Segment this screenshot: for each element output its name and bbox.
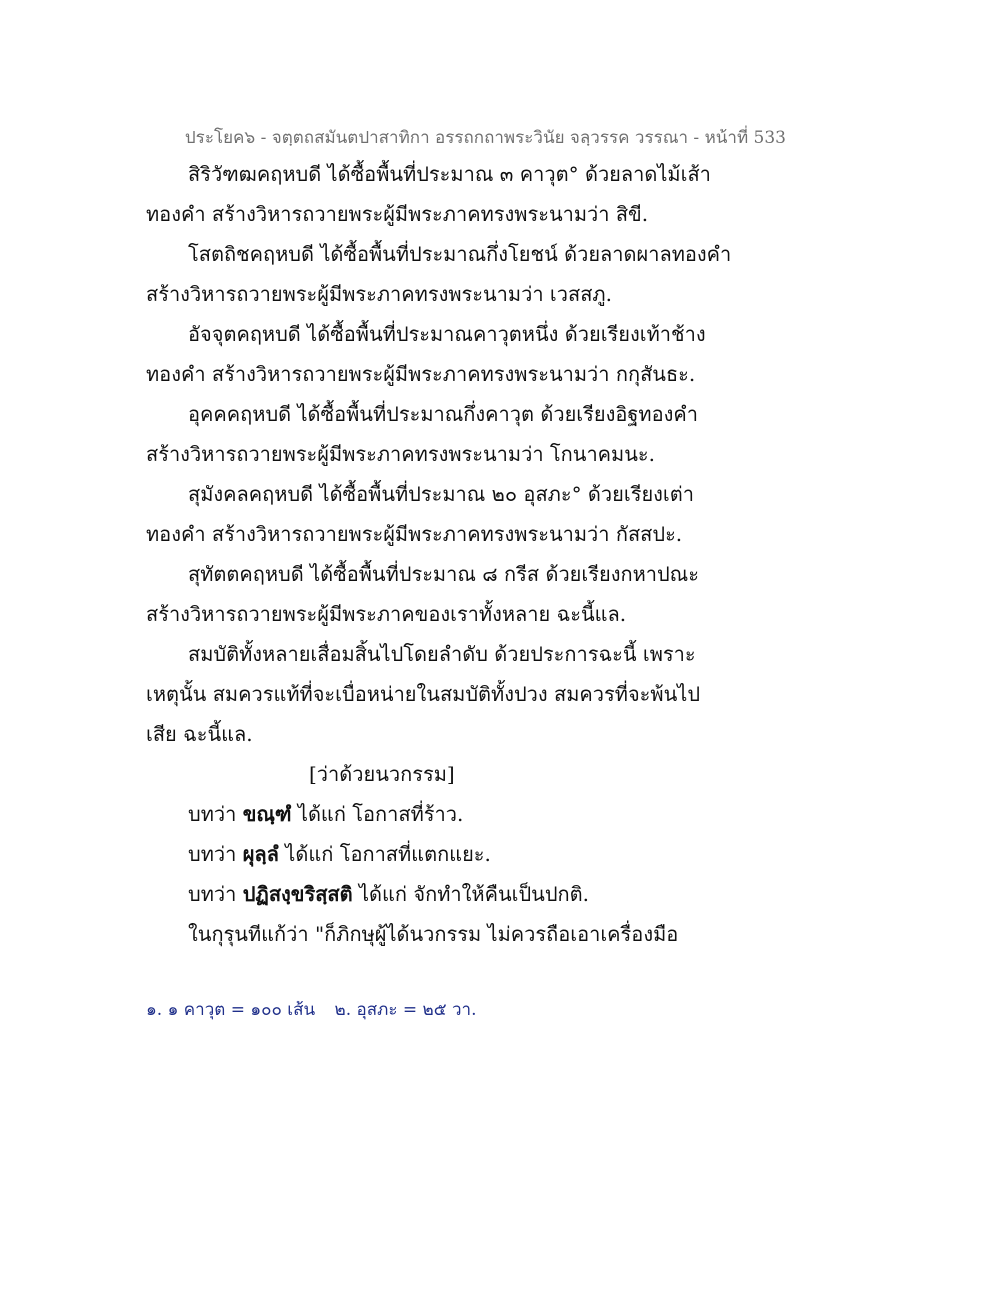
paragraph-line: โสตถิชคฤหบดี ได้ซื้อพื้นที่ประมาณกึ่งโยชน์ ด้วยลาดผาลทองคำ: [188, 242, 732, 266]
definition-term: ผุลฺลํ: [242, 842, 279, 866]
paragraph-line: อุคคคฤหบดี ได้ซื้อพื้นที่ประมาณกึ่งคาวุต ด้วยเรียงอิฐทองคำ: [188, 402, 698, 426]
paragraph-line: สร้างวิหารถวายพระผู้มีพระภาคทรงพระนามว่า โกนาคมนะ.: [146, 442, 656, 466]
definition-line: [146, 874, 706, 914]
paragraph-line: ทองคำ สร้างวิหารถวายพระผู้มีพระภาคทรงพระนามว่า สิขี.: [146, 202, 649, 226]
footnote: [146, 996, 490, 1023]
definition-line: [146, 794, 706, 834]
paragraph-line: สร้างวิหารถวายพระผู้มีพระภาคทรงพระนามว่า เวสสภู.: [146, 282, 612, 306]
page-header: ประโยค๖ - จตฺตถสมันตปาสาทิกา อรรถกถาพระวินัย จลฺวรรค วรรณา - หน้าที่ 533: [184, 128, 786, 148]
paragraph-line: เหตุนั้น สมควรแท้ที่จะเบื่อหน่ายในสมบัติทั้งปวง สมควรที่จะพ้นไป: [146, 682, 701, 706]
paragraph-line: ทองคำ สร้างวิหารถวายพระผู้มีพระภาคทรงพระนามว่า กกุสันธะ.: [146, 362, 696, 386]
definition-line: [146, 834, 706, 874]
definition-prefix: บทว่า: [188, 802, 243, 826]
paragraph-line: อัจจุตคฤหบดี ได้ซื้อพื้นที่ประมาณคาวุตหนึ่ง ด้วยเรียงเท้าช้าง: [188, 322, 706, 346]
body-text: [146, 154, 732, 954]
paragraph-line: สร้างวิหารถวายพระผู้มีพระภาคของเราทั้งหลาย ฉะนี้แล.: [146, 602, 627, 626]
paragraph-line: สุทัตตคฤหบดี ได้ซื้อพื้นที่ประมาณ ๘ กรีส ด้วยเรียงกหาปณะ: [188, 562, 699, 586]
paragraph-line: ในกุรุนทีแก้ว่า "ก็ภิกษุผู้ได้นวกรรม ไม่ควรถือเอาเครื่องมือ: [188, 922, 679, 946]
definition-prefix: บทว่า: [188, 882, 243, 906]
section-heading: [ว่าด้วยนวกรรม]: [309, 762, 455, 786]
definition-text: ได้แก่ จักทำให้คืนเป็นปกติ.: [352, 882, 589, 906]
paragraph-line: เสีย ฉะนี้แล.: [146, 722, 253, 746]
paragraph-line: สิริวัฑฒคฤหบดี ได้ซื้อพื้นที่ประมาณ ๓ คาวุต° ด้วยลาดไม้เส้า: [188, 162, 711, 186]
footnote-2: ๒. อุสภะ = ๒๕ วา.: [334, 1000, 477, 1020]
definition-term: ปฏิสงฺขริสฺสติ: [242, 882, 353, 906]
footnote-1: ๑. ๑ คาวุต = ๑๐๐ เส้น: [146, 1000, 316, 1020]
definition-prefix: บทว่า: [188, 842, 243, 866]
definition-term: ขณฺฑํ: [242, 802, 292, 826]
definition-text: ได้แก่ โอกาสที่ร้าว.: [291, 802, 464, 826]
definition-text: ได้แก่ โอกาสที่แตกแยะ.: [278, 842, 491, 866]
paragraph-line: ทองคำ สร้างวิหารถวายพระผู้มีพระภาคทรงพระนามว่า กัสสปะ.: [146, 522, 683, 546]
paragraph-line: สุมังคลคฤหบดี ได้ซื้อพื้นที่ประมาณ ๒๐ อุสภะ° ด้วยเรียงเต่า: [188, 482, 694, 506]
paragraph-line: สมบัติทั้งหลายเสื่อมสิ้นไปโดยลำดับ ด้วยประการฉะนี้ เพราะ: [188, 642, 696, 666]
